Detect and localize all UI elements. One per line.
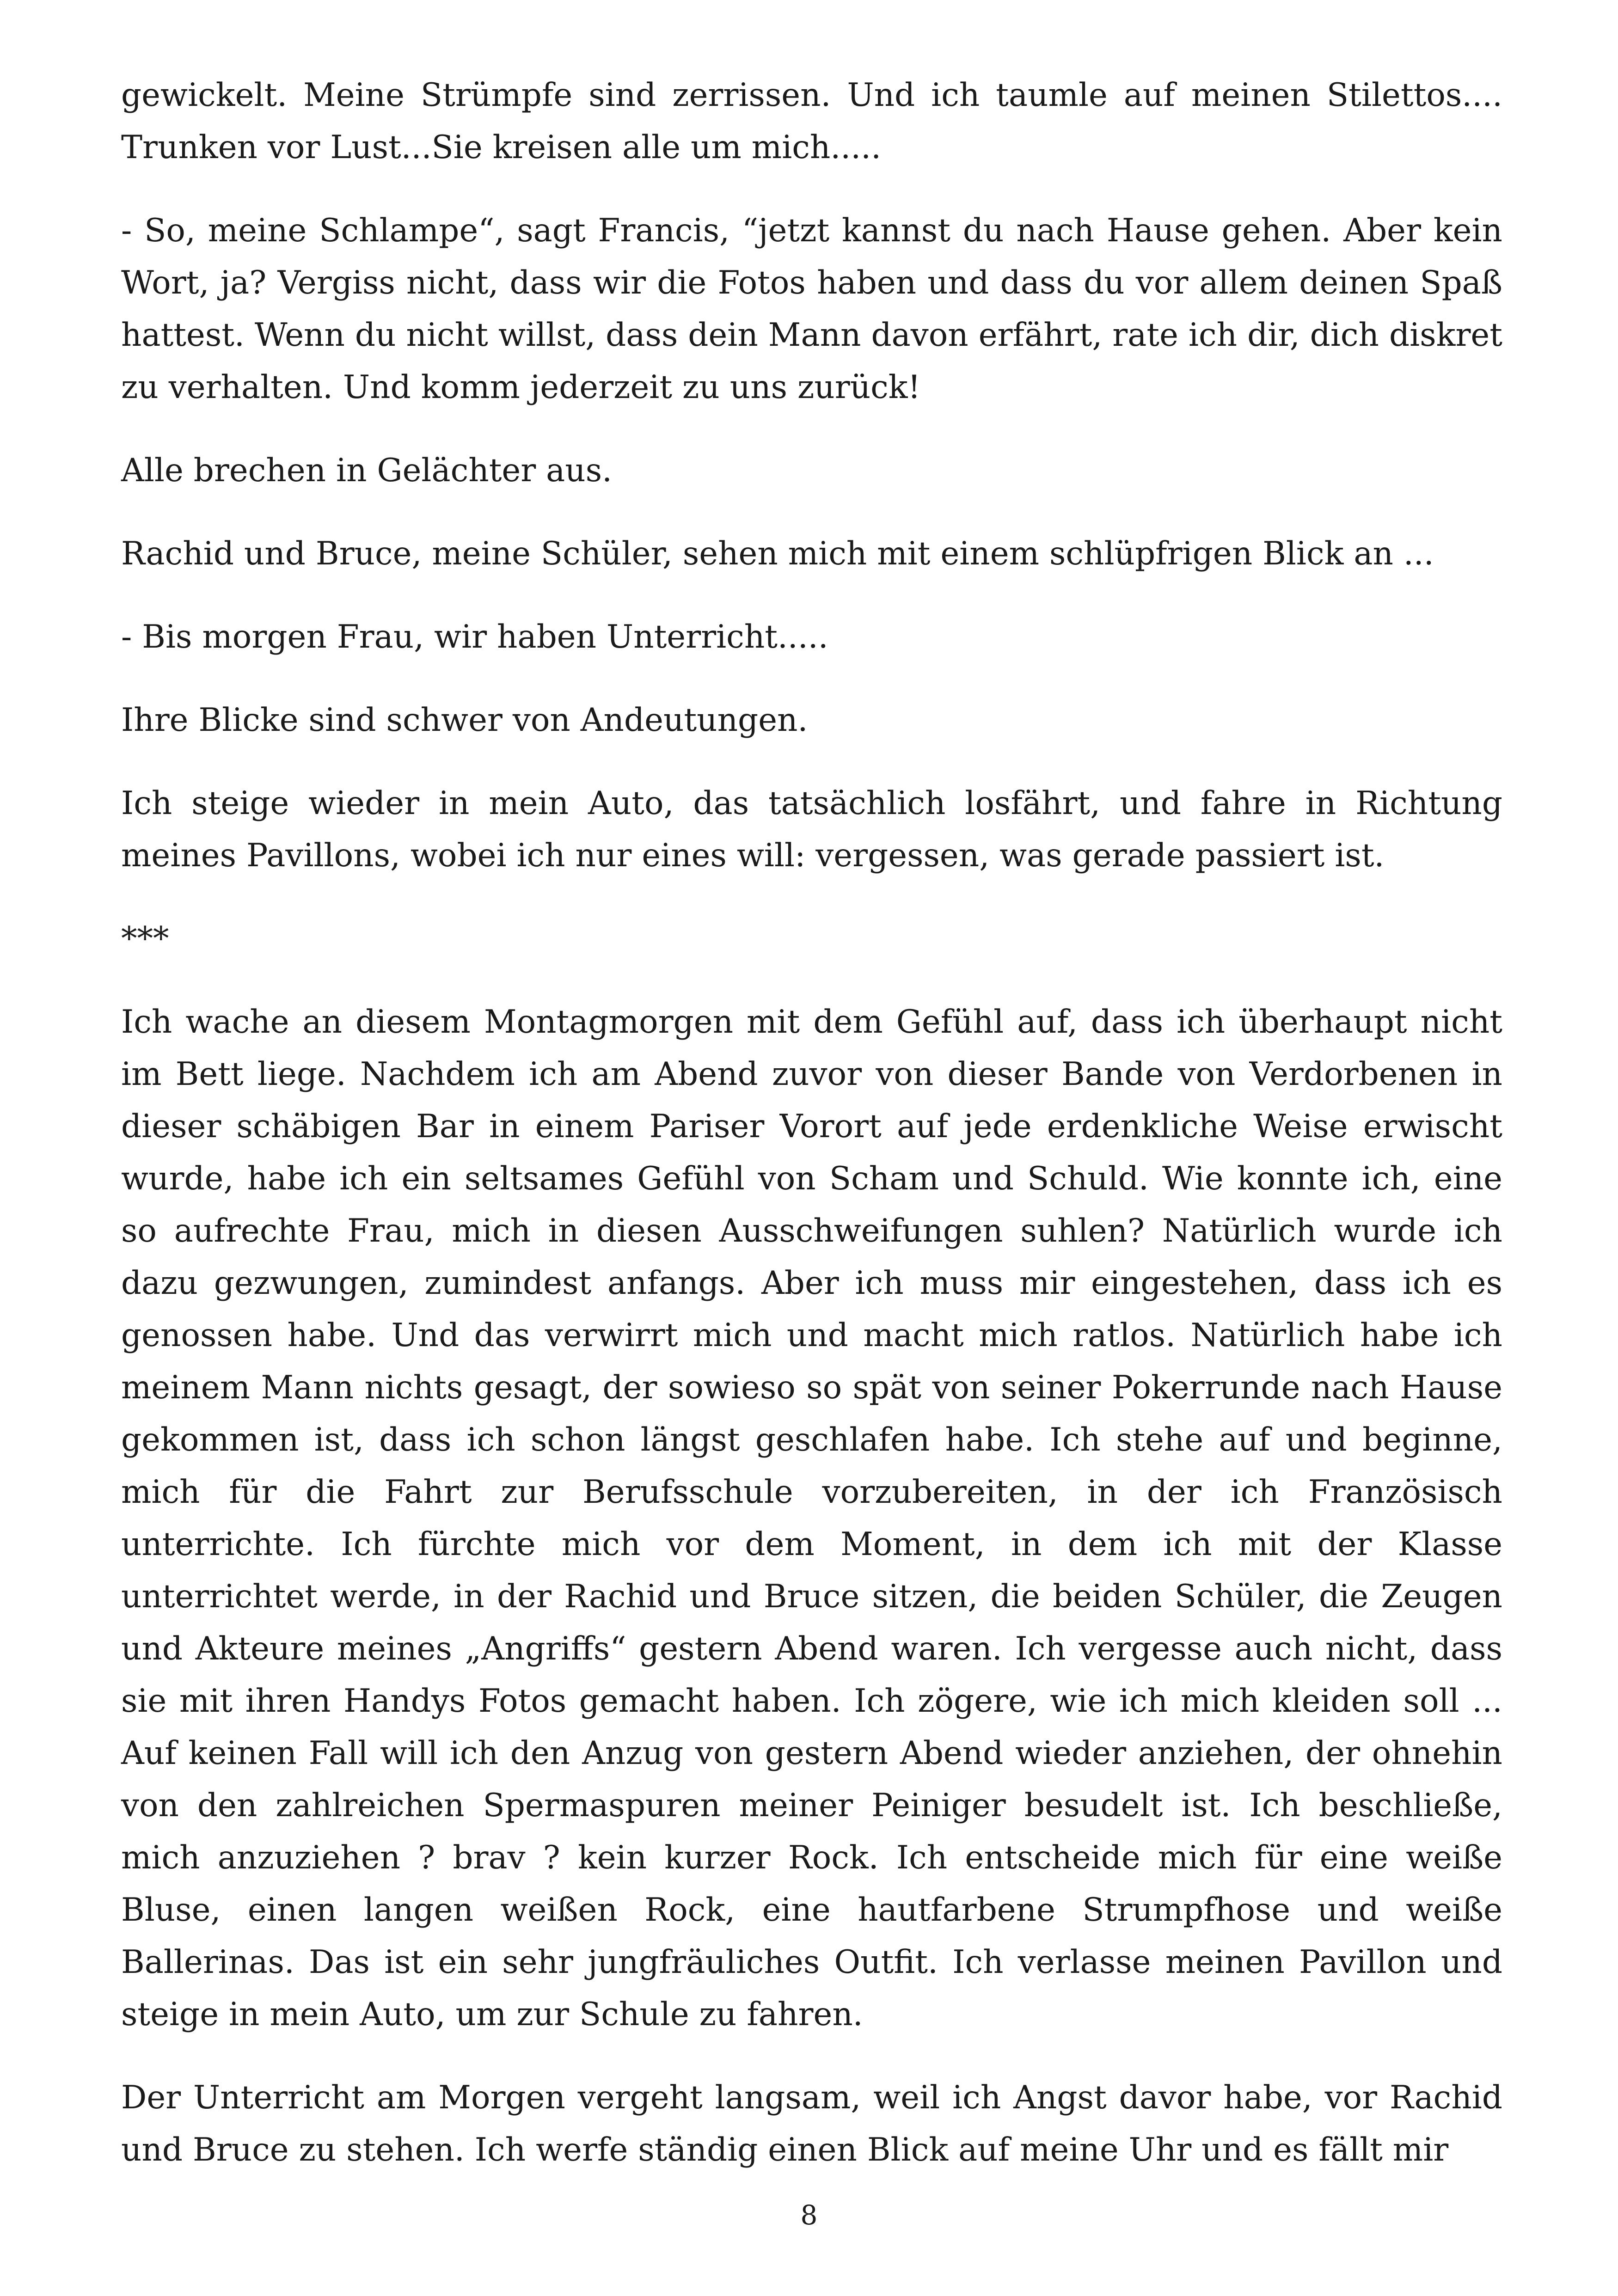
section-break: *** (121, 920, 169, 957)
page-number: 8 (800, 2199, 818, 2231)
paragraph-dialogue-francis: - So, meine Schlampe“, sagt Francis, “jetzt kannst du nach Hause gehen. Aber kein Wort, ja? Vergiss nicht, dass wir die Fotos haben und dass du vor allem deinen Spaß hattest. Wenn du nicht willst, dass dein Mann davon erfährt, rate ich dir, dich diskret zu verhalten. Und komm jederzeit zu uns zurück! (121, 212, 1502, 406)
paragraph-laughter: Alle brechen in Gelächter aus. (121, 452, 613, 489)
paragraph-monday-morning: Ich wache an diesem Montagmorgen mit dem Gefühl auf, dass ich überhaupt nicht im Bett liege. Nachdem ich am Abend zuvor von dieser Bande von Verdorbenen in dieser schäbigen Bar in einem Pariser Vorort auf jede erdenkliche Weise erwischt wurde, habe ich ein seltsames Gefühl von Scham und Schuld. Wie konnte ich, eine so aufrechte Frau, mich in diesen Ausschweifungen suhlen? Natürlich wurde ich dazu gezwungen, zumindest anfangs. Aber ich muss mir eingestehen, dass ich es genossen habe. Und das verwirrt mich und macht mich ratlos. Natürlich habe ich meinem Mann nichts gesagt, der sowieso so spät von seiner Pokerrunde nach Hause gekommen ist, dass ich schon längst geschlafen habe. Ich stehe auf und beginne, mich für die Fahrt zur Berufsschule vorzubereiten, in der ich Französisch unterrichte. Ich fürchte mich vor dem Moment, in dem ich mit der Klasse unterrichtet werde, in der Rachid und Bruce sitzen, die beiden Schüler, die Zeugen und Akteure meines „Angriffs“ gestern Abend waren. Ich vergesse auch nicht, dass sie mit ihren Handys Fotos gemacht haben. Ich zögere, wie ich mich kleiden soll ... Auf keinen Fall will ich den Anzug von gestern Abend wieder anziehen, der ohnehin von den zahlreichen Spermaspuren meiner Peiniger besudelt ist. Ich beschließe, mich anzuziehen ? brav ? kein kurzer Rock. Ich entscheide mich für eine weiße Bluse, einen langen weißen Rock, eine hautfarbene Strumpfhose und weiße Ballerinas. Das ist ein sehr jungfräuliches Outfit. Ich verlasse meinen Pavillon und steige in mein Auto, um zur Schule zu fahren. (121, 1004, 1502, 2033)
body-text (121, 69, 1502, 2207)
paragraph-dialogue-students: - Bis morgen Frau, wir haben Unterricht..... (121, 618, 828, 655)
paragraph-morning-class: Der Unterricht am Morgen vergeht langsam, weil ich Angst davor habe, vor Rachid und Bruce zu stehen. Ich werfe ständig einen Blick auf meine Uhr und es fällt mir (121, 2079, 1502, 2168)
paragraph-students-look: Rachid und Bruce, meine Schüler, sehen mich mit einem schlüpfrigen Blick an ... (121, 535, 1434, 572)
paragraph-drive-home: Ich steige wieder in mein Auto, das tatsächlich losfährt, und fahre in Richtung meines Pavillons, wobei ich nur eines will: vergessen, was gerade passiert ist. (121, 785, 1502, 874)
paragraph-glances: Ihre Blicke sind schwer von Andeutungen. (121, 702, 808, 739)
paragraph-continuation: gewickelt. Meine Strümpfe sind zerrissen. Und ich taumle auf meinen Stilettos.... Trunken vor Lust...Sie kreisen alle um mich..... (121, 77, 1502, 166)
